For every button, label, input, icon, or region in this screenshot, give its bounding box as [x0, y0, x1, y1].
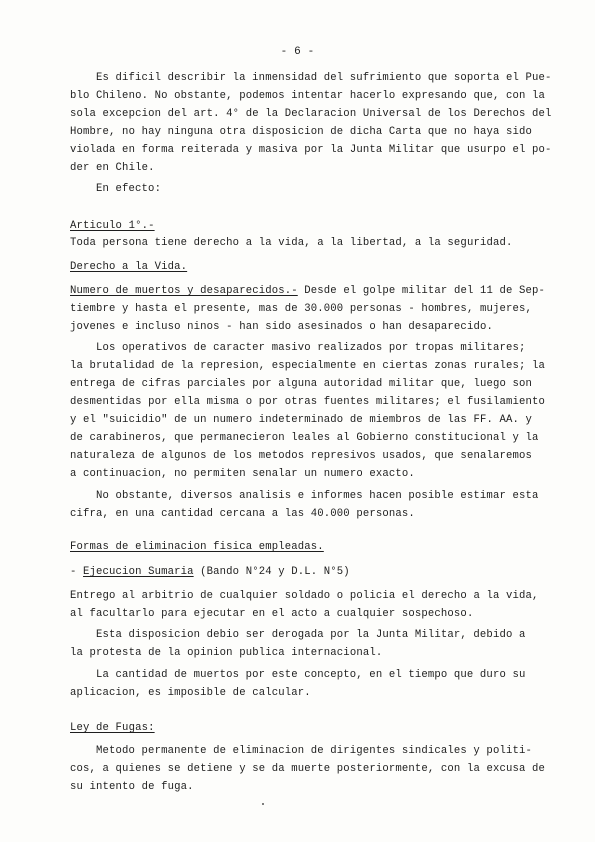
text-line: No obstante, diversos analisis e informes hacen posible estimar esta [96, 490, 539, 502]
text-line: a continuacion, no permiten senalar un numero exacto. [70, 468, 415, 480]
scan-speck [262, 803, 264, 805]
text-line: La cantidad de muertos por este concepto, en el tiempo que duro su [96, 669, 526, 681]
text-line: jovenes e incluso ninos - han sido asesinados o han desaparecido. [70, 321, 493, 333]
text-line: su intento de fuga. [70, 781, 194, 793]
text-line: aplicacion, es imposible de calcular. [70, 687, 311, 699]
ejecucion-heading: Ejecucion Sumaria [83, 566, 194, 578]
text-line: y el "suicidio" de un numero indeterminado de miembros de las FF. AA. y [70, 414, 533, 426]
articulo-heading: Articulo 1°.- [70, 220, 155, 232]
en-efecto-text: En efecto: [96, 183, 162, 195]
text-line: blo Chileno. No obstante, podemos intentar hacerlo expresando que, con la [70, 90, 546, 102]
text-line: al facultarlo para ejecutar en el acto a cualquier sospechoso. [70, 608, 474, 620]
text-line: der en Chile. [70, 162, 155, 174]
text-line: Los operativos de caracter masivo realizados por tropas militares; [96, 342, 526, 354]
page-number: - 6 - [280, 46, 315, 58]
text-line: Hombre, no hay ninguna otra disposicion de dicha Carta que no haya sido [70, 126, 533, 138]
ejecucion-heading-line [70, 566, 350, 579]
text-line: Es dificil describir la inmensidad del sufrimiento que soporta el Pue- [96, 72, 552, 84]
derecho-vida-heading: Derecho a la Vida. [70, 261, 188, 273]
text-line: violada en forma reiterada y masiva por la Junta Militar que usurpo el po- [70, 144, 552, 156]
text-line: la brutalidad de la represion, especialmente en ciertas zonas rurales; la [70, 360, 546, 372]
text-line: entrega de cifras parciales por alguna autoridad militar que, luego son [70, 378, 533, 390]
text-line: tiembre y hasta el presente, mas de 30.000 personas - hombres, mujeres, [70, 303, 533, 315]
text-line: Metodo permanente de eliminacion de dirigentes sindicales y politi- [96, 745, 532, 757]
text-line: cifra, en una cantidad cercana a las 40.000 personas. [70, 508, 415, 520]
muertos-heading: Numero de muertos y desaparecidos.- [70, 285, 298, 297]
text-line: desmentidas por ella misma o por otras fuentes militares; el fusilamiento [70, 396, 546, 408]
formas-heading: Formas de eliminacion fisica empleadas. [70, 541, 324, 553]
text-line: cos, a quienes se detiene y se da muerte posteriormente, con la excusa de [70, 763, 546, 775]
text-line [70, 285, 545, 298]
text-line: naturaleza de algunos de los metodos represivos usados, que senalaremos [70, 450, 533, 462]
text-line: Entrego al arbitrio de cualquier soldado o policia el derecho a la vida, [70, 590, 539, 602]
muertos-first-text: Desde el golpe militar del 11 de Sep- [297, 285, 546, 297]
ejecucion-reference: (Bando N°24 y D.L. N°5) [193, 566, 350, 578]
text-line: sola excepcion del art. 4° de la Declaracion Universal de los Derechos del [70, 108, 552, 120]
ejecucion-dash: - [70, 566, 84, 578]
text-line: Esta disposicion debio ser derogada por la Junta Militar, debido a [96, 629, 526, 641]
ley-fugas-heading: Ley de Fugas: [70, 722, 155, 734]
articulo-text: Toda persona tiene derecho a la vida, a la libertad, a la seguridad. [70, 237, 513, 249]
text-line: la protesta de la opinion publica internacional. [70, 647, 383, 659]
text-line: de carabineros, que permanecieron leales al Gobierno constitucional y la [70, 432, 539, 444]
